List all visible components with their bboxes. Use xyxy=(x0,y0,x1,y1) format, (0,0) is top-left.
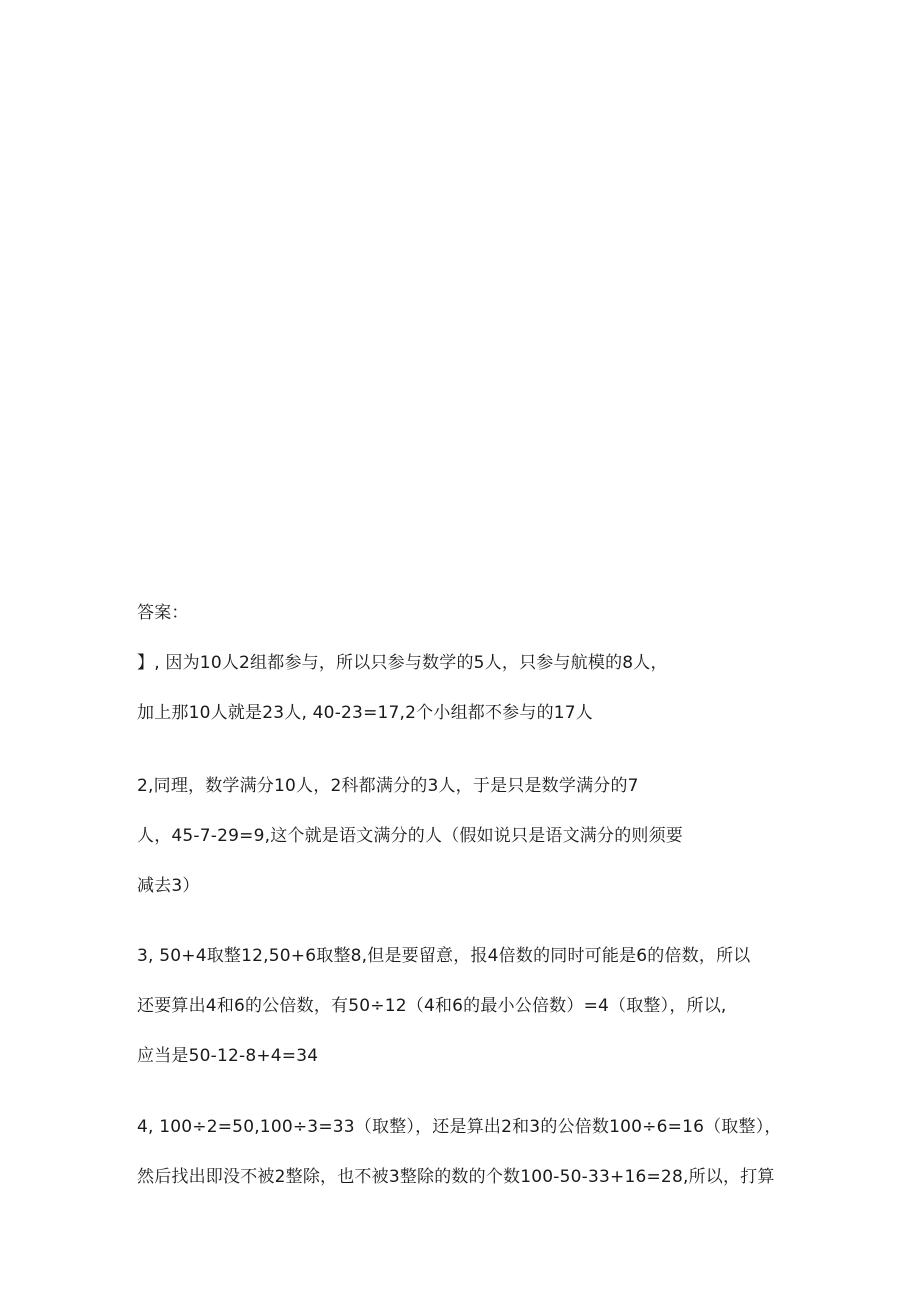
answer-3-line-2: 还要算出4和6的公倍数，有50÷12（4和6的最小公倍数）=4（取整），所以, xyxy=(137,996,727,1016)
answer-heading: 答案： xyxy=(137,603,189,623)
answer-2-line-1: 2,同理，数学满分10人，2科都满分的3人，于是只是数学满分的7 xyxy=(137,776,639,796)
answer-3-line-1: 3, 50+4取整12,50+6取整8,但是要留意，报4倍数的同时可能是6的倍数，所以 xyxy=(137,946,751,966)
answer-3-line-3: 应当是50-12-8+4=34 xyxy=(137,1046,319,1066)
answer-2-line-2: 人，45-7-29=9,这个就是语文满分的人（假如说只是语文满分的则须要 xyxy=(137,826,684,846)
answer-1-line-2: 加上那10人就是23人, 40-23=17,2个小组都不参与的17人 xyxy=(137,703,593,723)
answer-1-line-1: 】, 因为10人2组都参与，所以只参与数学的5人，只参与航模的8人， xyxy=(137,653,668,673)
answer-4-line-2: 然后找出即没不被2整除，也不被3整除的数的个数100-50-33+16=28,所以，打算 xyxy=(137,1167,775,1187)
answer-2-line-3: 减去3） xyxy=(137,876,200,896)
answer-4-line-1: 4, 100÷2=50,100÷3=33（取整），还是算出2和3的公倍数100÷6=16（取整）， xyxy=(137,1117,782,1137)
